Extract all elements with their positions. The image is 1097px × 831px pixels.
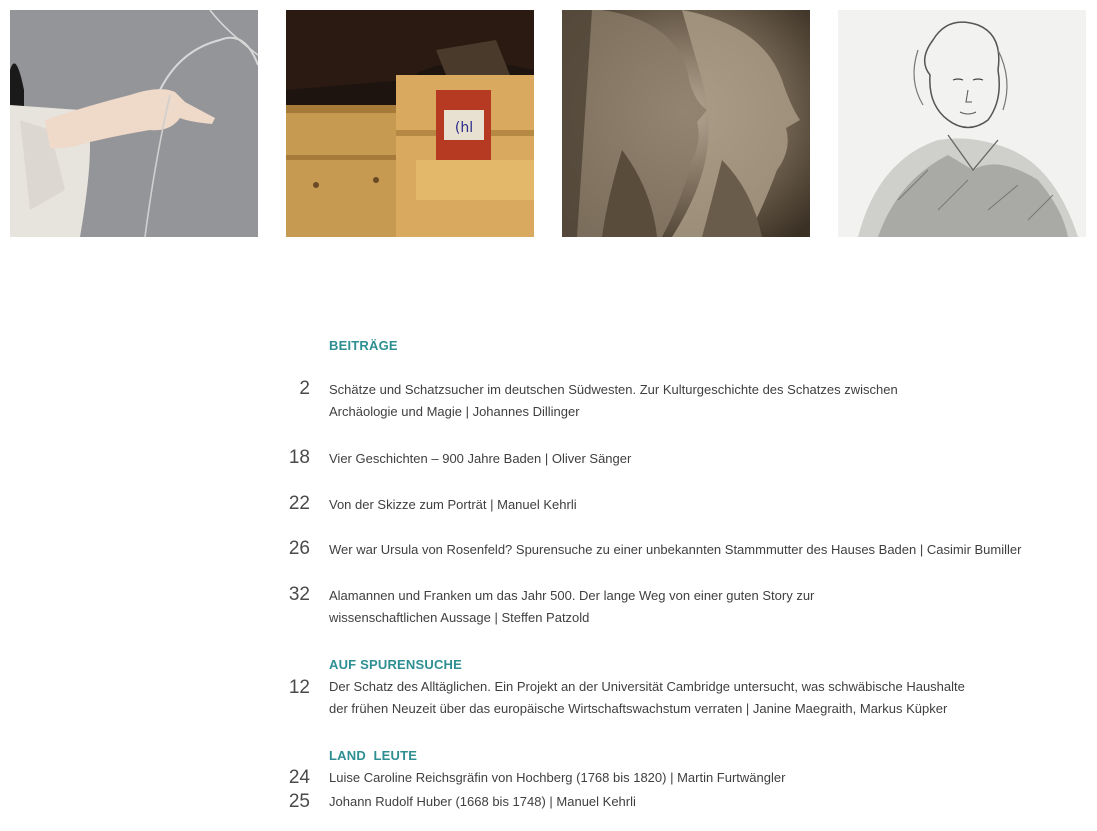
medal-double-portrait-image: [562, 10, 810, 237]
entry-title: [329, 539, 1089, 561]
entry-line: Wer war Ursula von Rosenfeld? Spurensuche zu einer unbekannten Stammmutter des Hauses Baden | Casimir Bumiller: [329, 542, 1022, 557]
page-number: 18: [288, 447, 310, 468]
entry-line: Schätze und Schatzsucher im deutschen Südwesten. Zur Kulturgeschichte des Schatzes zwischen: [329, 382, 898, 397]
entry-line: Archäologie und Magie | Johannes Dillinger: [329, 404, 580, 419]
entry-line: Alamannen und Franken um das Jahr 500. Der lange Weg von einer guten Story zur: [329, 588, 815, 603]
entry-title: [329, 676, 1089, 720]
thumbnail-hand-with-wire: [10, 10, 258, 237]
svg-text:(hl: (hl: [454, 120, 474, 136]
entry-line: wissenschaftlichen Aussage | Steffen Patzold: [329, 610, 590, 625]
entry-line: Luise Caroline Reichsgräfin von Hochberg (1768 bis 1820) | Martin Furtwängler: [329, 770, 786, 785]
thumbnail-portrait-sketch: [838, 10, 1086, 237]
page-number: 24: [288, 767, 310, 788]
page-number: 32: [288, 584, 310, 605]
entry-line: Johann Rudolf Huber (1668 bis 1748) | Manuel Kehrli: [329, 794, 636, 809]
entry-title: [329, 767, 1089, 789]
portrait-sketch-image: [838, 10, 1086, 237]
section-heading-spurensuche: AUF SPURENSUCHE: [329, 657, 463, 672]
hand-with-wire-image: [10, 10, 258, 237]
page-number: 25: [288, 791, 310, 812]
page-number: 22: [288, 493, 310, 514]
entry-line: Der Schatz des Alltäglichen. Ein Projekt an der Universität Cambridge untersucht, was schwäbische Haushalte: [329, 679, 965, 694]
page-number: 2: [299, 378, 310, 399]
section-heading-land-leute: LAND LEUTE: [329, 748, 418, 763]
entry-line: Von der Skizze zum Porträt | Manuel Kehrli: [329, 497, 577, 512]
page-number: 12: [288, 677, 310, 698]
entry-title: [329, 379, 1089, 423]
section-heading-beitraege: BEITRÄGE: [329, 338, 398, 353]
thumbnail-wooden-crates: [286, 10, 534, 237]
entry-line: Vier Geschichten – 900 Jahre Baden | Oliver Sänger: [329, 451, 632, 466]
wooden-crates-image: [286, 10, 534, 237]
thumbnail-medal-double-portrait: [562, 10, 810, 237]
entry-title: [329, 791, 1089, 813]
page-number: 26: [288, 538, 310, 559]
entry-title: [329, 585, 1089, 629]
entry-title: [329, 448, 1089, 470]
entry-line: der frühen Neuzeit über das europäische Wirtschaftswachstum verraten | Janine Maegraith, Markus Küpker: [329, 701, 948, 716]
entry-title: [329, 494, 1089, 516]
